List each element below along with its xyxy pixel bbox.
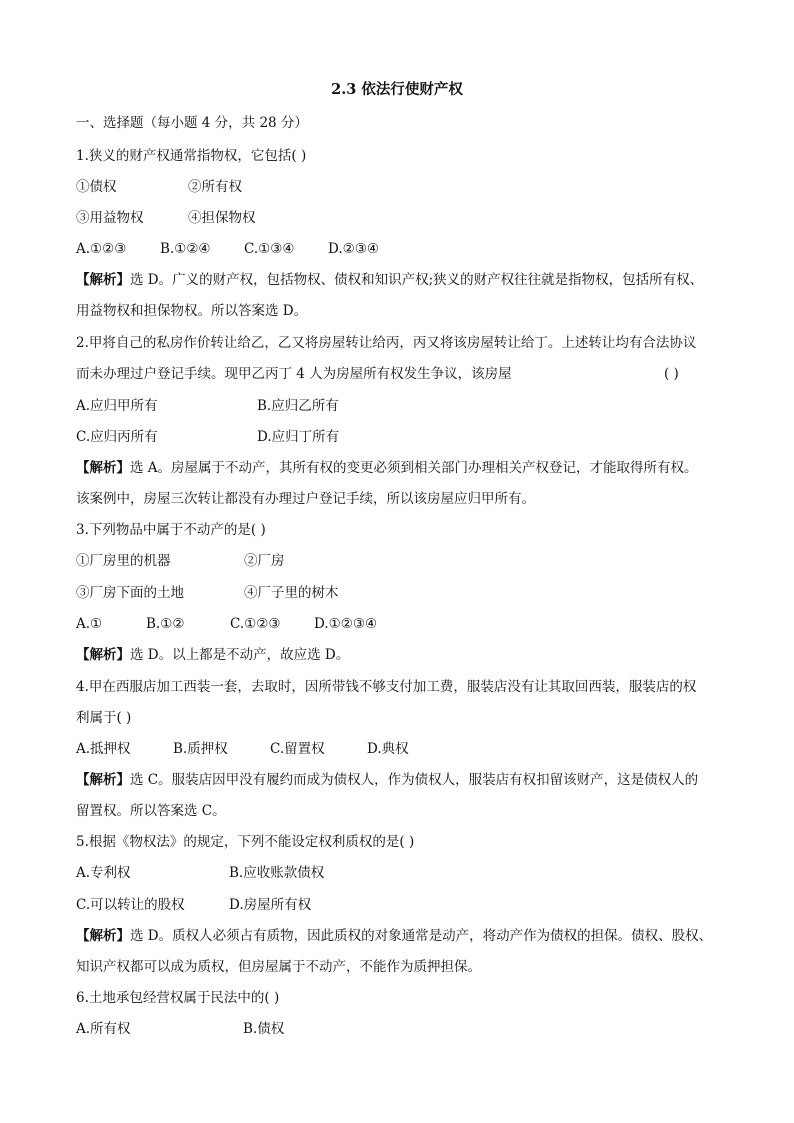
q2-options-row1 — [76, 396, 339, 416]
q3-item-2: ②厂房 — [244, 553, 285, 569]
q5-options-row1 — [76, 863, 324, 883]
q1-item-2: ②所有权 — [188, 179, 242, 195]
q1-analysis-tag: 【解析】 — [76, 272, 130, 288]
q6-options-row1 — [76, 1019, 284, 1039]
q5-options-row2 — [76, 895, 311, 915]
q3-items-row1 — [76, 551, 285, 571]
q4-analysis-line2: 留置权。所以答案选 C。 — [76, 803, 226, 819]
q1-option-b: B.①②④ — [160, 241, 211, 257]
q1-options — [76, 239, 379, 259]
q5-option-d: D.房屋所有权 — [229, 897, 312, 913]
q2-stem-line1: 2.甲将自己的私房作价转让给乙，乙又将房屋转让给丙，丙又将该房屋转让给丁。上述转让均有合法协议 — [76, 335, 697, 351]
q2-analysis-line2: 该案例中，房屋三次转让都没有办理过户登记手续，所以该房屋应归甲所有。 — [76, 491, 535, 507]
q1-analysis-line2: 用益物权和担保物权。所以答案选 D。 — [76, 303, 308, 319]
q5-option-c: C.可以转让的股权 — [76, 897, 185, 913]
q4-stem-line2: 利属于( ) — [76, 710, 132, 726]
q2-stem-line2: 而未办理过户登记手续。现甲乙丙丁 4 人为房屋所有权发生争议，该房屋 — [76, 366, 512, 382]
q3-analysis-tag: 【解析】 — [76, 647, 130, 663]
q2-analysis-tag: 【解析】 — [76, 460, 130, 476]
q1-item-3: ③用益物权 — [76, 210, 144, 226]
q3-item-1: ①厂房里的机器 — [76, 553, 171, 569]
q4-analysis-text: 选 C。服装店因甲没有履约而成为债权人，作为债权人，服装店有权扣留该财产，这是债权人的 — [130, 772, 699, 788]
q1-option-c: C.①③④ — [244, 241, 295, 257]
q6-option-a: A.所有权 — [76, 1021, 131, 1037]
q3-option-c: C.①②③ — [230, 616, 281, 632]
q1-option-d: D.②③④ — [328, 241, 379, 257]
q4-analysis-line1 — [76, 770, 698, 790]
q3-option-d: D.①②③④ — [314, 616, 378, 632]
q1-analysis-text: 选 D。广义的财产权，包括物权、债权和知识产权;狭义的财产权往往就是指物权，包括所有权、 — [130, 272, 704, 288]
q1-items-row1 — [76, 177, 242, 197]
q1-stem: 1.狭义的财产权通常指物权，它包括( ) — [76, 148, 307, 164]
q1-option-a: A.①②③ — [76, 241, 127, 257]
q2-options-row2 — [76, 427, 339, 447]
q1-item-1: ①债权 — [76, 179, 117, 195]
q2-analysis-text: 选 A。房屋属于不动产，其所有权的变更必须到相关部门办理相关产权登记，才能取得所有权。 — [130, 460, 698, 476]
q2-answer-paren: ( ) — [664, 366, 679, 382]
q6-option-b: B.债权 — [243, 1021, 285, 1037]
document-title: 2.3 依法行使财产权 — [331, 81, 463, 98]
q4-analysis-tag: 【解析】 — [76, 772, 130, 788]
q2-option-c: C.应归丙所有 — [76, 429, 158, 445]
q3-options — [76, 614, 377, 634]
q3-item-3: ③厂房下面的土地 — [76, 585, 184, 601]
q3-analysis-text: 选 D。以上都是不动产，故应选 D。 — [130, 647, 350, 663]
q3-analysis-line1 — [76, 645, 349, 665]
q4-option-d: D.典权 — [367, 741, 409, 757]
q5-stem: 5.根据《物权法》的规定，下列不能设定权利质权的是( ) — [76, 834, 415, 850]
q2-option-a: A.应归甲所有 — [76, 398, 158, 414]
q4-option-a: A.抵押权 — [76, 741, 131, 757]
q4-stem-line1: 4.甲在西服店加工西装一套，去取时，因所带钱不够支付加工费，服装店没有让其取回西装，服装店的权 — [76, 679, 697, 695]
q4-option-c: C.留置权 — [270, 741, 325, 757]
q5-analysis-text: 选 D。质权人必须占有质物，因此质权的对象通常是动产，将动产作为债权的担保。债权、股权、 — [130, 928, 713, 944]
q6-stem: 6.土地承包经营权属于民法中的( ) — [76, 990, 280, 1006]
q1-item-4: ④担保物权 — [188, 210, 256, 226]
q4-option-b: B.质押权 — [173, 741, 228, 757]
q1-analysis-line1 — [76, 270, 703, 290]
q2-analysis-line1 — [76, 458, 698, 478]
q2-option-b: B.应归乙所有 — [257, 398, 339, 414]
q5-option-b: B.应收账款债权 — [229, 865, 325, 881]
q3-item-4: ④厂子里的树木 — [244, 585, 339, 601]
q4-options — [76, 739, 409, 759]
q5-analysis-tag: 【解析】 — [76, 928, 130, 944]
section-heading: 一、选择题（每小题 4 分，共 28 分） — [76, 115, 308, 131]
q5-option-a: A.专利权 — [76, 865, 131, 881]
q5-analysis-line2: 知识产权都可以成为质权，但房屋属于不动产，不能作为质押担保。 — [76, 959, 481, 975]
q3-items-row2 — [76, 583, 339, 603]
q5-analysis-line1 — [76, 926, 712, 946]
q3-stem: 3.下列物品中属于不动产的是( ) — [76, 522, 266, 538]
q2-option-d: D.应归丁所有 — [257, 429, 340, 445]
q1-items-row2 — [76, 208, 256, 228]
q3-option-a: A.① — [76, 616, 103, 632]
q3-option-b: B.①② — [146, 616, 185, 632]
